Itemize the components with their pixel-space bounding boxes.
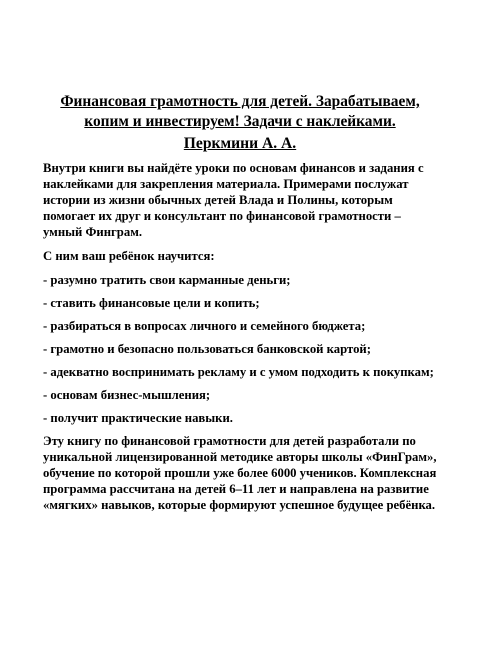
document-author: Перкмини А. А. [183,135,297,152]
list-lead: С ним ваш ребёнок научится: [43,249,215,263]
list-item: - грамотно и безопасно пользоваться банковской картой; [43,342,371,356]
list-item: - разбираться в вопросах личного и семейного бюджета; [43,319,366,333]
document-body [43,160,443,521]
list-item: - ставить финансовые цели и копить; [43,296,260,310]
document-title: Финансовая грамотность для детей. Зарабатываем, копим и инвестируем! Задачи с наклейками. [60,93,420,130]
list-item: - разумно тратить свои карманные деньги; [43,273,291,287]
list-item: - адекватно воспринимать рекламу и с умом подходить к покупкам; [43,365,434,379]
list-item: - основам бизнес-мышления; [43,388,211,402]
list-item: - получит практические навыки. [43,411,233,425]
intro-paragraph: Внутри книги вы найдёте уроки по основам финансов и задания с наклейками для закрепления материала. Примерами послужат истории из жизни обычных детей Влада и Полины, которым помогает их друг и консультант по финансовой грамотности – умный Финграм. [43,161,424,239]
outro-paragraph: Эту книгу по финансовой грамотности для детей разработали по уникальной лицензированной методике авторы школы «ФинГрам», обучение по которой прошли уже более 6000 учеников. Комплексная программа рассчитана на детей 6–11 лет и направлена на развитие «мягких» навыков, которые формируют успешное будущее ребёнка. [43,434,437,512]
